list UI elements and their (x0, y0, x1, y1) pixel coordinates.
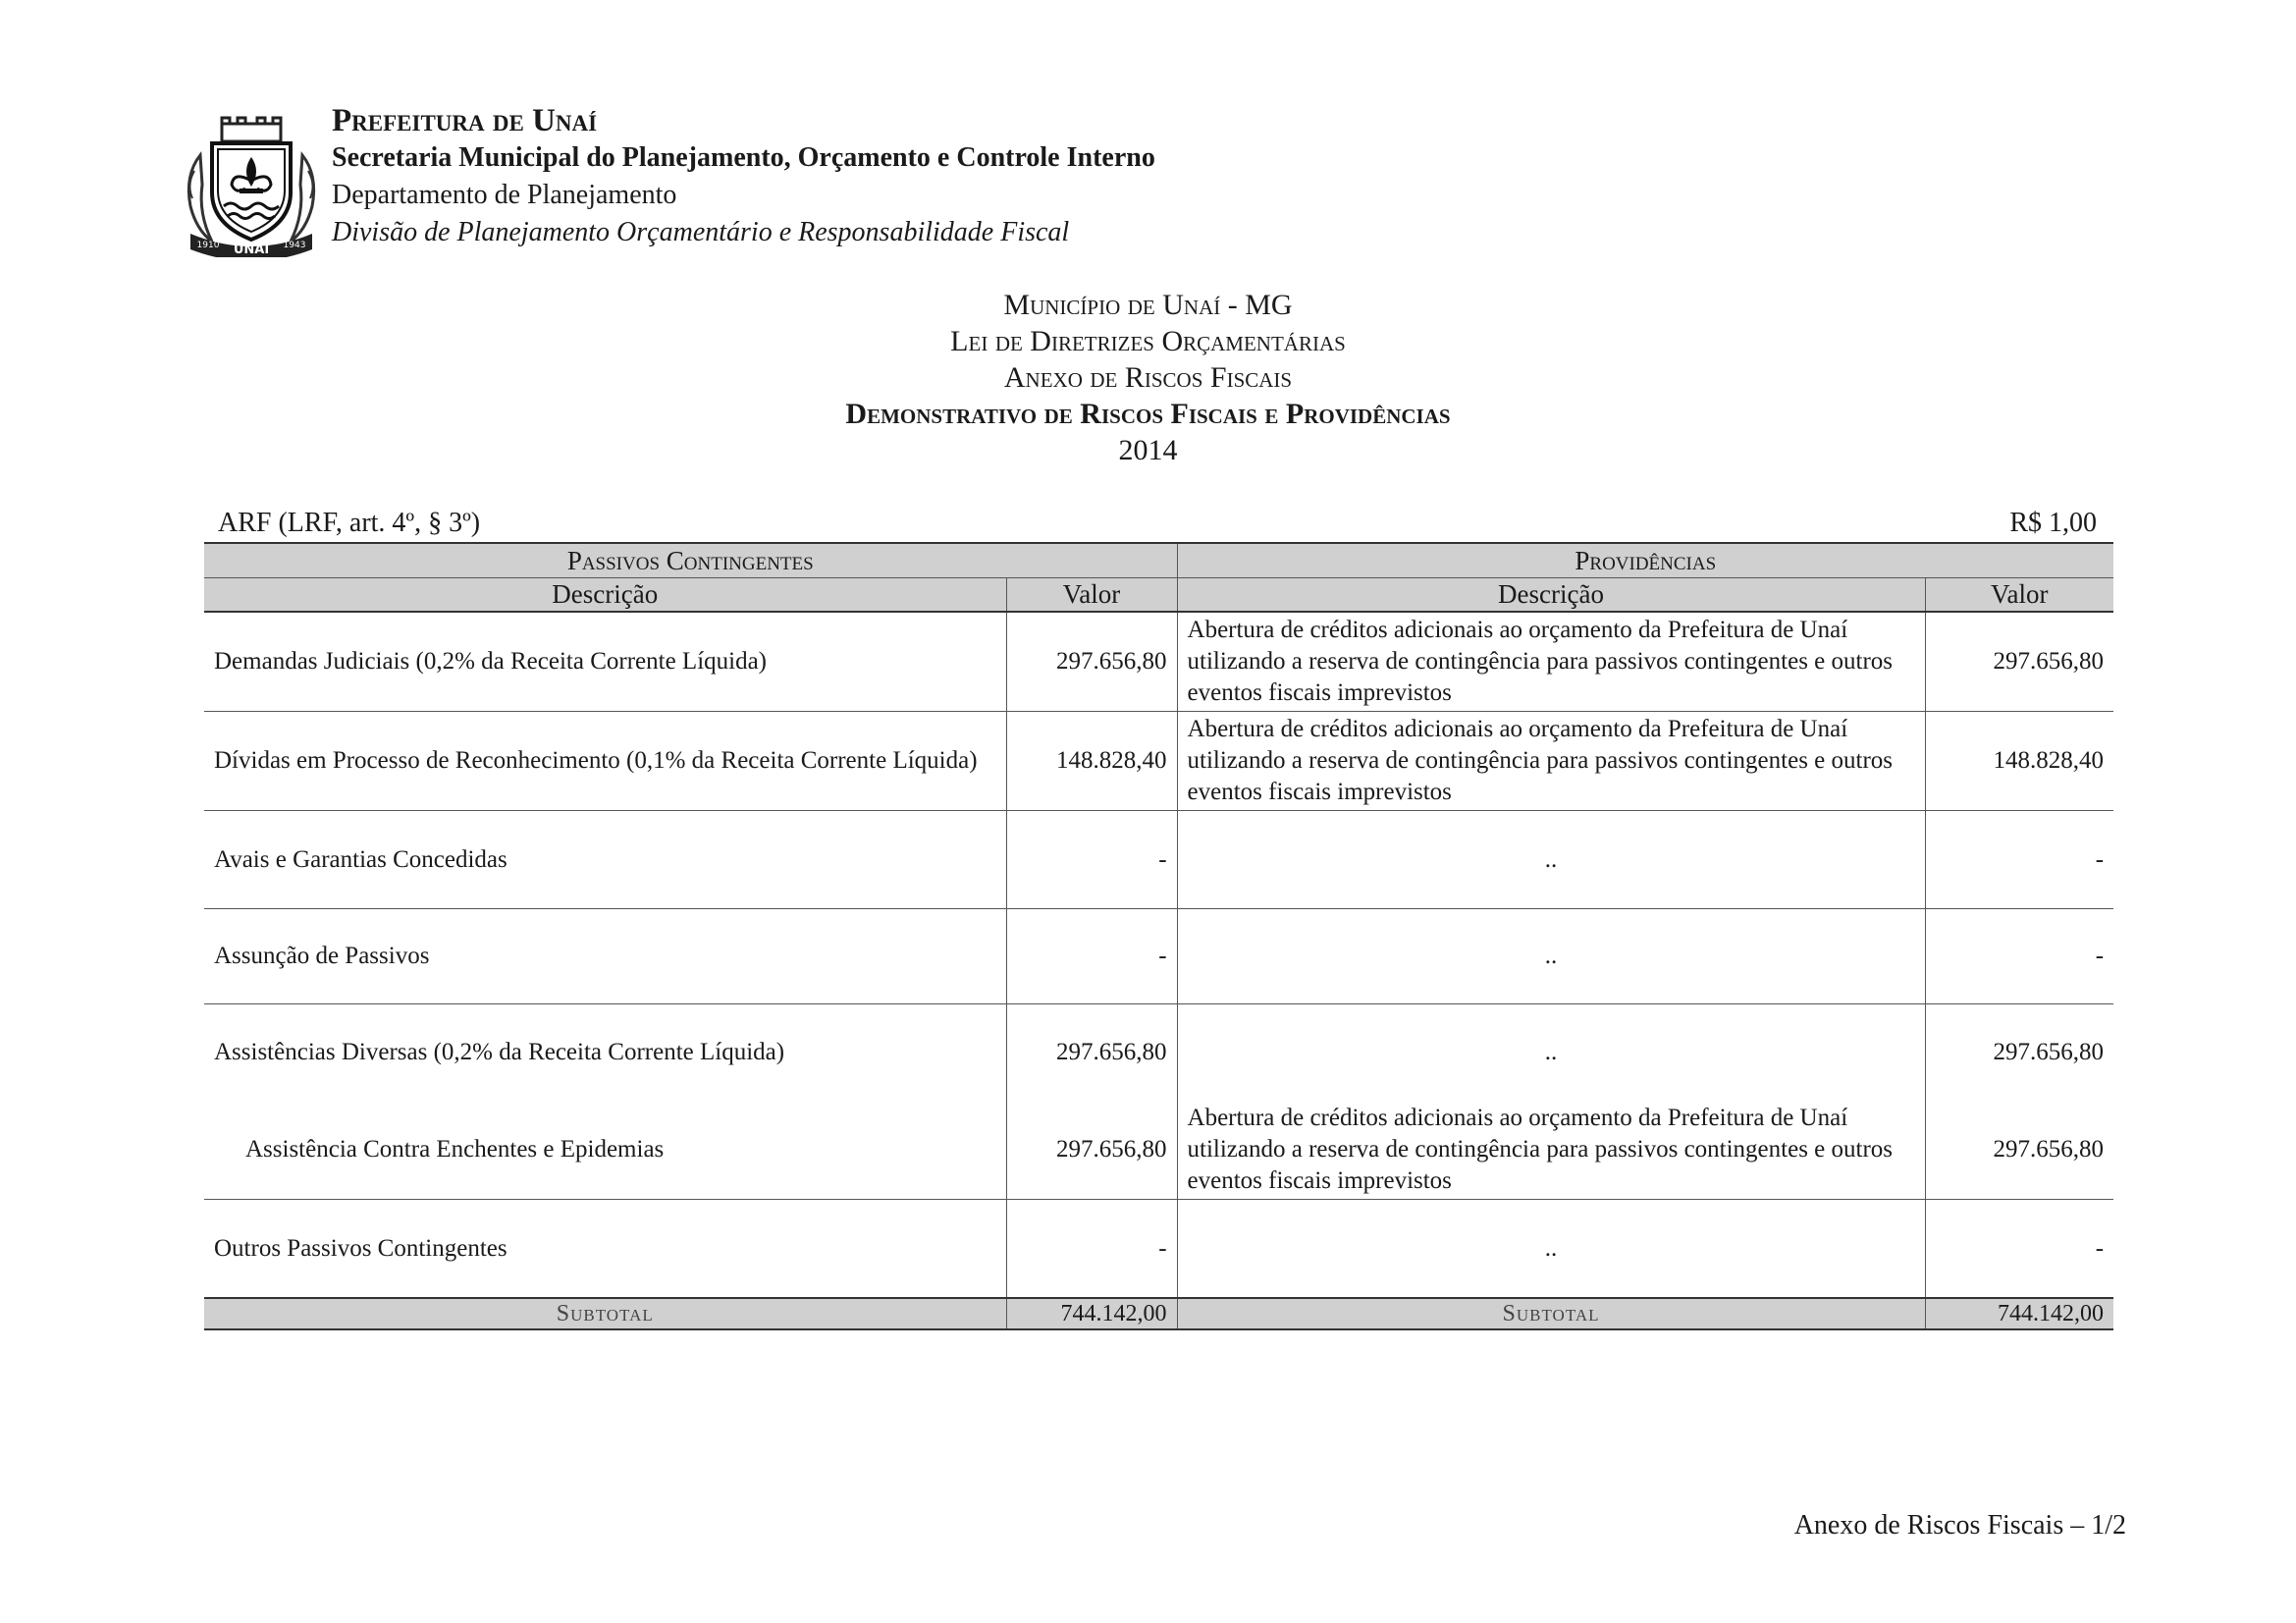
providencia-value: - (1925, 909, 2113, 1004)
providencia-value: - (1925, 811, 2113, 909)
svg-text:1910: 1910 (196, 241, 220, 250)
table-row (204, 811, 2113, 909)
providencia-description: .. (1177, 1200, 1925, 1299)
passivo-value: 297.656,80 (1006, 1100, 1177, 1200)
currency-unit: R$ 1,00 (2009, 508, 2097, 538)
table-row (204, 1004, 2113, 1101)
table-row (204, 909, 2113, 1004)
passivo-description: Demandas Judiciais (0,2% da Receita Corrente Líquida) (204, 612, 1006, 712)
title-year: 2014 (1118, 434, 1178, 466)
passivo-description: Outros Passivos Contingentes (204, 1200, 1006, 1299)
passivo-value: - (1006, 811, 1177, 909)
table-row (204, 1200, 2113, 1299)
secretariat-name: Secretaria Municipal do Planejamento, Orçamento e Controle Interno (332, 142, 1155, 173)
table-row (204, 612, 2113, 712)
fiscal-risks-table (204, 542, 2113, 1330)
providencia-description: Abertura de créditos adicionais ao orçamento da Prefeitura de Unaí utilizando a reserva de contingência para passivos contingentes e outros eventos fiscais imprevistos (1177, 612, 1925, 712)
subtotal-label-providencias: Subtotal (1177, 1298, 1925, 1329)
providencia-description: .. (1177, 1004, 1925, 1101)
svg-text:UNAI: UNAI (233, 243, 270, 257)
passivo-description: Avais e Garantias Concedidas (204, 811, 1006, 909)
svg-text:1943: 1943 (283, 241, 306, 250)
title-municipality: Município de Unaí - MG (1003, 289, 1293, 321)
providencia-value: 297.656,80 (1925, 1100, 2113, 1200)
group-header-passivos: Passivos Contingentes (204, 543, 1177, 578)
providencia-description: .. (1177, 811, 1925, 909)
passivo-description: Dívidas em Processo de Reconhecimento (0,1% da Receita Corrente Líquida) (204, 712, 1006, 811)
law-reference: ARF (LRF, art. 4º, § 3º) (218, 508, 481, 538)
department-name: Departamento de Planejamento (332, 180, 677, 210)
column-header-valor-providencia: Valor (1925, 578, 2113, 613)
title-law: Lei de Diretrizes Orçamentárias (950, 325, 1346, 357)
providencia-value: 297.656,80 (1925, 612, 2113, 712)
division-name: Divisão de Planejamento Orçamentário e Responsabilidade Fiscal (332, 217, 1070, 247)
column-header-descricao-providencia: Descrição (1177, 578, 1925, 613)
passivo-description: Assistência Contra Enchentes e Epidemias (204, 1100, 1006, 1200)
providencia-description: .. (1177, 909, 1925, 1004)
passivo-value: 297.656,80 (1006, 1004, 1177, 1101)
passivo-description: Assunção de Passivos (204, 909, 1006, 1004)
letterhead (183, 102, 1361, 259)
passivo-value: - (1006, 909, 1177, 1004)
page-footer: Anexo de Riscos Fiscais – 1/2 (1793, 1510, 2126, 1541)
passivo-value: - (1006, 1200, 1177, 1299)
providencia-description: Abertura de créditos adicionais ao orçamento da Prefeitura de Unaí utilizando a reserva de contingência para passivos contingentes e outros eventos fiscais imprevistos (1177, 712, 1925, 811)
providencia-value: 148.828,40 (1925, 712, 2113, 811)
providencia-value: 297.656,80 (1993, 1038, 2105, 1065)
municipal-crest-icon (183, 116, 320, 257)
subtotal-label: Subtotal (204, 1298, 1006, 1329)
organization-name: Prefeitura de Unaí (332, 103, 598, 138)
providencia-value: - (1925, 1200, 2113, 1299)
providencia-description: Abertura de créditos adicionais ao orçamento da Prefeitura de Unaí utilizando a reserva de contingência para passivos contingentes e outros eventos fiscais imprevistos (1177, 1100, 1925, 1200)
column-header-descricao: Descrição (204, 578, 1006, 613)
table-row (204, 712, 2113, 811)
column-header-valor: Valor (1006, 578, 1177, 613)
title-annex: Anexo de Riscos Fiscais (1003, 361, 1293, 394)
subtotal-value: 744.142,00 (1006, 1298, 1177, 1329)
passivo-value: 297.656,80 (1006, 612, 1177, 712)
table-row (204, 1100, 2113, 1200)
group-header-providencias: Providências (1177, 543, 2113, 578)
passivo-value: 148.828,40 (1006, 712, 1177, 811)
document-titles (0, 287, 2296, 468)
passivo-description: Assistências Diversas (0,2% da Receita Corrente Líquida) (204, 1004, 1006, 1101)
title-statement: Demonstrativo de Riscos Fiscais e Providências (845, 398, 1451, 430)
subtotal-row (204, 1298, 2113, 1329)
subtotal-value-providencias: 744.142,00 (1925, 1298, 2113, 1329)
